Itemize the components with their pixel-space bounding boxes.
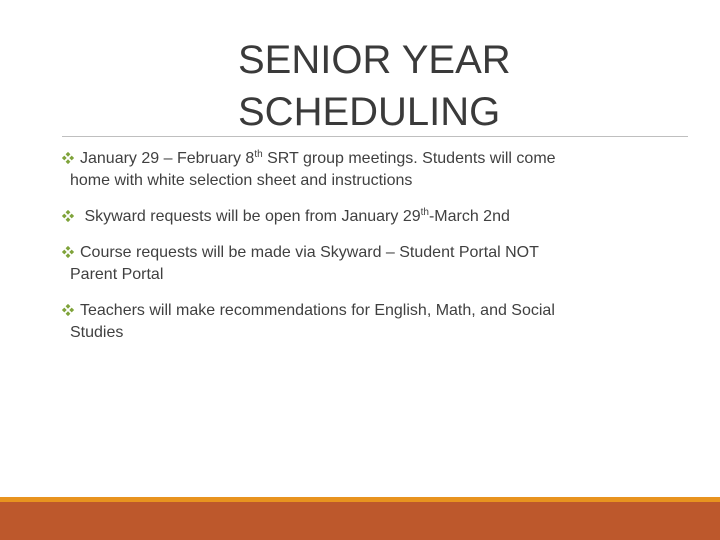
diamond-bullet-icon [62,152,74,164]
bullet-continuation: home with white selection sheet and instructions [70,172,413,189]
bullet-continuation: Parent Portal [70,266,164,283]
bullet-item-srt-meetings [62,148,662,192]
bullet-item-course-requests [62,242,662,286]
diamond-bullet-icon [62,210,74,222]
bullet-superscript: th [420,207,429,218]
bullet-text: Teachers will make recommendations for English, Math, and Social [80,302,555,319]
bullet-item-skyward-open [62,206,662,228]
footer-bar [0,502,720,540]
bullet-list [62,148,662,358]
bullet-continuation: Studies [70,324,124,341]
title-line-1: SENIOR YEAR [238,38,511,82]
title-line-2: SCHEDULING [238,90,501,134]
bullet-text: Skyward requests will be open from January 29 [80,208,421,225]
bullet-text-cont: SRT group meetings. Students will come [262,150,556,167]
title-divider [62,136,688,137]
slide-title [238,34,678,138]
bullet-item-teacher-recommendations [62,300,662,344]
diamond-bullet-icon [62,246,74,258]
bullet-text: Course requests will be made via Skyward – Student Portal NOT [80,244,539,261]
bullet-text-cont: -March 2nd [428,208,510,225]
bullet-superscript: th [254,149,263,160]
diamond-bullet-icon [62,304,74,316]
bullet-text: January 29 – February 8 [80,150,255,167]
